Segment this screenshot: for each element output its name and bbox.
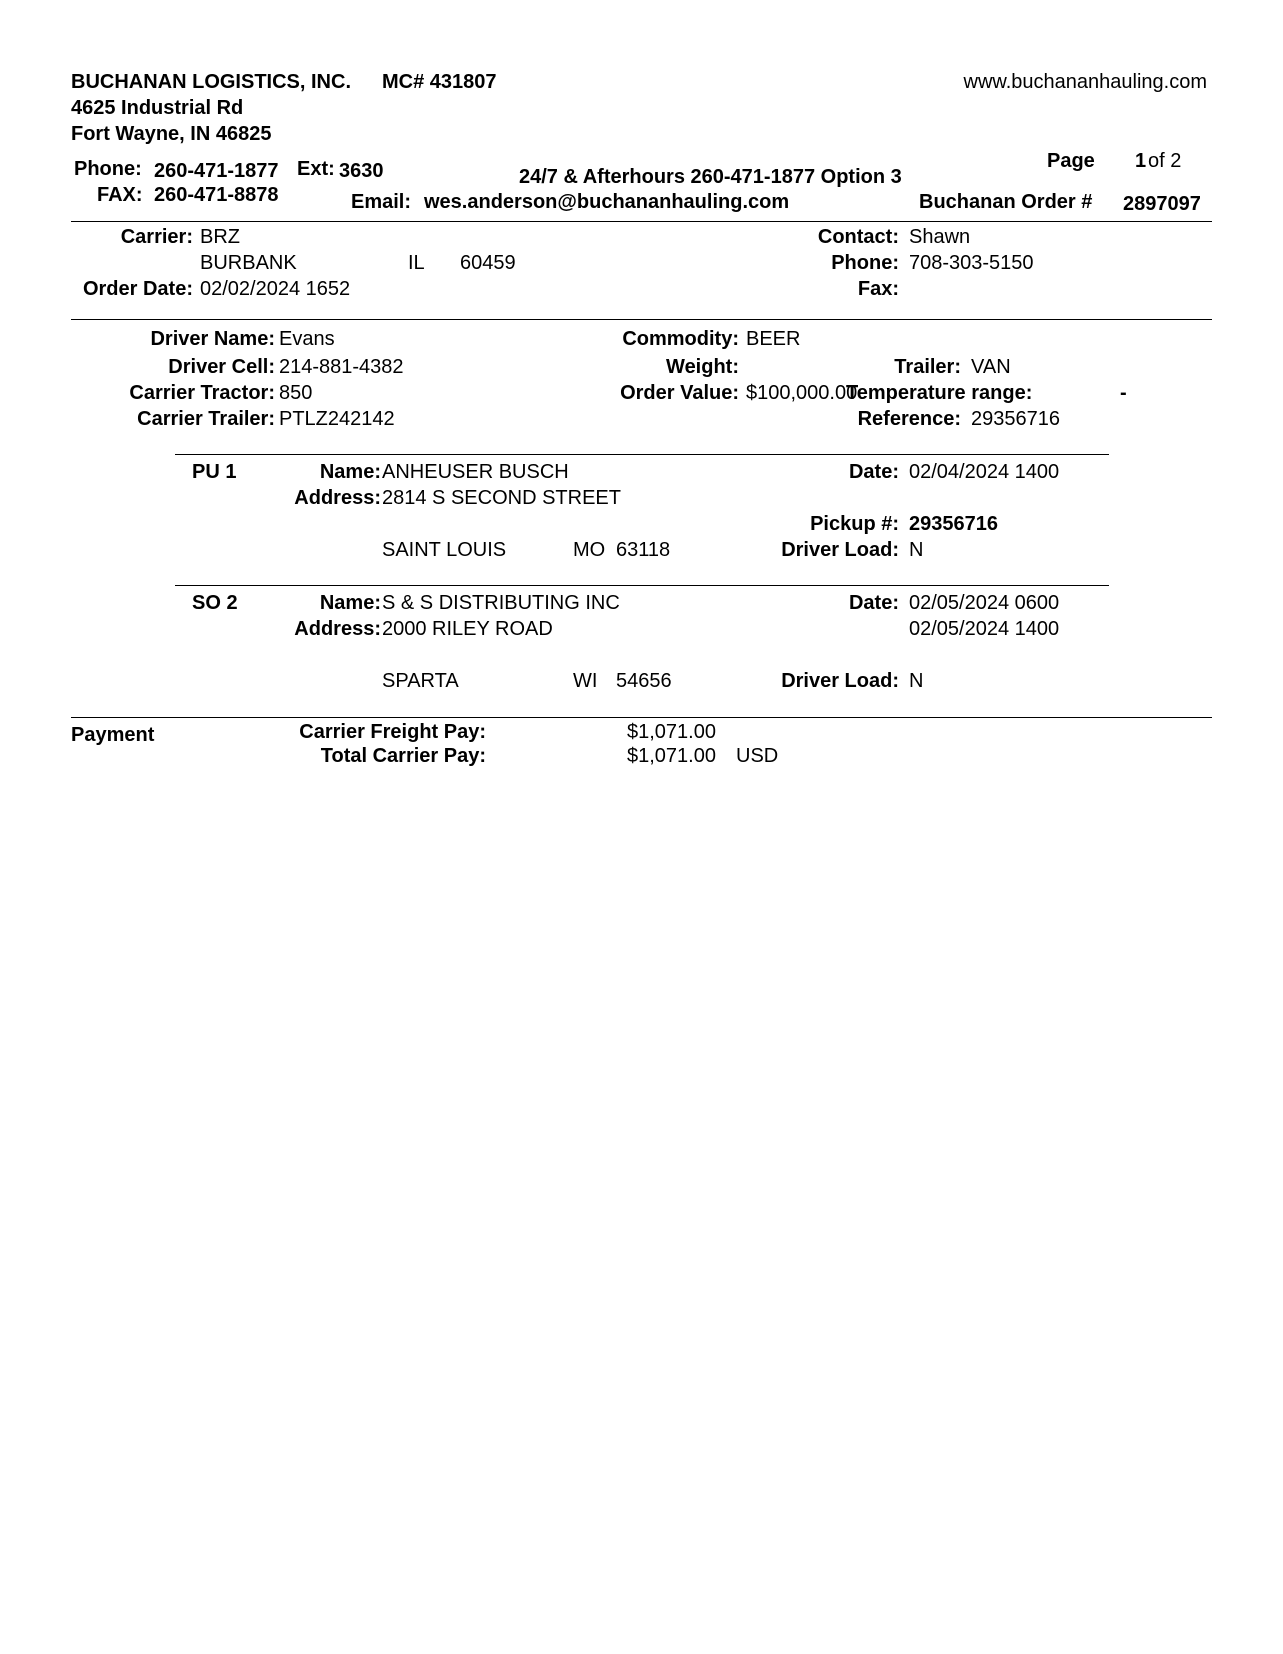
order-date-label: Order Date:: [82, 278, 193, 300]
carrier-trailer-label: Carrier Trailer:: [137, 408, 275, 430]
company-address-line1: 4625 Industrial Rd: [71, 97, 244, 119]
divider: [71, 221, 1212, 222]
page-count: of 2: [1148, 150, 1182, 172]
stop-address-label: Address:: [294, 618, 381, 640]
stop-address: 2814 S SECOND STREET: [382, 487, 621, 509]
stop-date-end: 02/05/2024 1400: [909, 618, 1060, 640]
weight-label: Weight:: [666, 356, 739, 378]
temperature-range-label: Temperature range:: [846, 382, 1033, 404]
carrier-phone: 708-303-5150: [909, 252, 1034, 274]
trailer-type: VAN: [971, 356, 1011, 378]
driver-name: Evans: [279, 328, 335, 350]
carrier-tractor: 850: [279, 382, 313, 404]
page-number: 1: [1135, 150, 1147, 172]
stop-zip: 54656: [616, 670, 672, 692]
stop-code: SO 2: [192, 592, 238, 614]
divider: [71, 319, 1212, 320]
divider: [175, 585, 1109, 586]
carrier-zip: 60459: [460, 252, 516, 274]
driver-cell: 214-881-4382: [279, 356, 404, 378]
stop-date: 02/04/2024 1400: [909, 461, 1060, 483]
carrier-fax-label: Fax:: [857, 278, 899, 300]
stop-name: S & S DISTRIBUTING INC: [382, 592, 620, 614]
email-label: Email:: [351, 191, 412, 213]
phone-extension: 3630: [339, 160, 384, 182]
carrier-tractor-label: Carrier Tractor:: [129, 382, 275, 404]
stop-date: 02/05/2024 0600: [909, 592, 1060, 614]
mc-number: MC# 431807: [382, 71, 497, 93]
reference-number: 29356716: [971, 408, 1060, 430]
stop-zip: 63118: [616, 539, 671, 561]
stop-code: PU 1: [192, 461, 237, 483]
pickup-number-label: Pickup #:: [810, 513, 899, 535]
order-number-label: Buchanan Order #: [919, 191, 1093, 213]
driver-name-label: Driver Name:: [150, 328, 275, 350]
carrier-contact: Shawn: [909, 226, 971, 248]
driver-load-label: Driver Load:: [781, 539, 899, 561]
contact-email[interactable]: wes.anderson@buchananhauling.com: [424, 191, 790, 213]
stop-state: MO: [573, 539, 606, 561]
currency: USD: [736, 745, 779, 767]
total-pay: $1,071.00: [627, 745, 716, 767]
order-value-label: Order Value:: [620, 382, 739, 404]
order-number: 2897097: [1123, 193, 1201, 215]
stop-name-label: Name:: [319, 592, 381, 614]
carrier-trailer: PTLZ242142: [279, 408, 395, 430]
commodity-label: Commodity:: [622, 328, 739, 350]
reference-label: Reference:: [857, 408, 961, 430]
commodity: BEER: [746, 328, 801, 350]
ext-label: Ext:: [297, 158, 335, 180]
carrier-phone-label: Phone:: [831, 252, 899, 274]
driver-load-label: Driver Load:: [781, 670, 899, 692]
order-value: $100,000.00: [746, 382, 858, 404]
divider: [71, 717, 1212, 718]
contact-label: Contact:: [817, 226, 899, 248]
fax-label: FAX:: [97, 184, 143, 206]
page-label: Page: [1047, 150, 1095, 172]
temperature-range: -: [1120, 382, 1127, 404]
company-address-line2: Fort Wayne, IN 46825: [71, 123, 272, 145]
company-phone: 260-471-1877: [154, 160, 279, 182]
order-date: 02/02/2024 1652: [200, 278, 351, 300]
afterhours-line: 24/7 & Afterhours 260-471-1877 Option 3: [519, 166, 902, 188]
divider: [175, 454, 1109, 455]
company-name: BUCHANAN LOGISTICS, INC.: [71, 71, 351, 93]
trailer-type-label: Trailer:: [894, 356, 961, 378]
freight-pay-label: Carrier Freight Pay:: [299, 721, 486, 743]
company-fax: 260-471-8878: [154, 184, 279, 206]
stop-city: SAINT LOUIS: [382, 539, 507, 561]
stop-address: 2000 RILEY ROAD: [382, 618, 553, 640]
carrier-city: BURBANK: [200, 252, 297, 274]
company-website: www.buchananhauling.com: [963, 71, 1207, 93]
stop-city: SPARTA: [382, 670, 459, 692]
freight-pay: $1,071.00: [627, 721, 716, 743]
carrier-label: Carrier:: [120, 226, 193, 248]
carrier-state: IL: [408, 252, 425, 274]
stop-name: ANHEUSER BUSCH: [382, 461, 569, 483]
driver-load: N: [909, 670, 924, 692]
stop-date-label: Date:: [848, 461, 899, 483]
payment-label: Payment: [71, 724, 155, 746]
stop-date-label: Date:: [848, 592, 899, 614]
stop-address-label: Address:: [294, 487, 381, 509]
stop-state: WI: [573, 670, 598, 692]
total-pay-label: Total Carrier Pay:: [320, 745, 486, 767]
stop-name-label: Name:: [319, 461, 381, 483]
phone-label: Phone:: [74, 158, 142, 180]
driver-cell-label: Driver Cell:: [168, 356, 275, 378]
carrier-name: BRZ: [200, 226, 240, 248]
driver-load: N: [909, 539, 924, 561]
pickup-number: 29356716: [909, 513, 998, 535]
